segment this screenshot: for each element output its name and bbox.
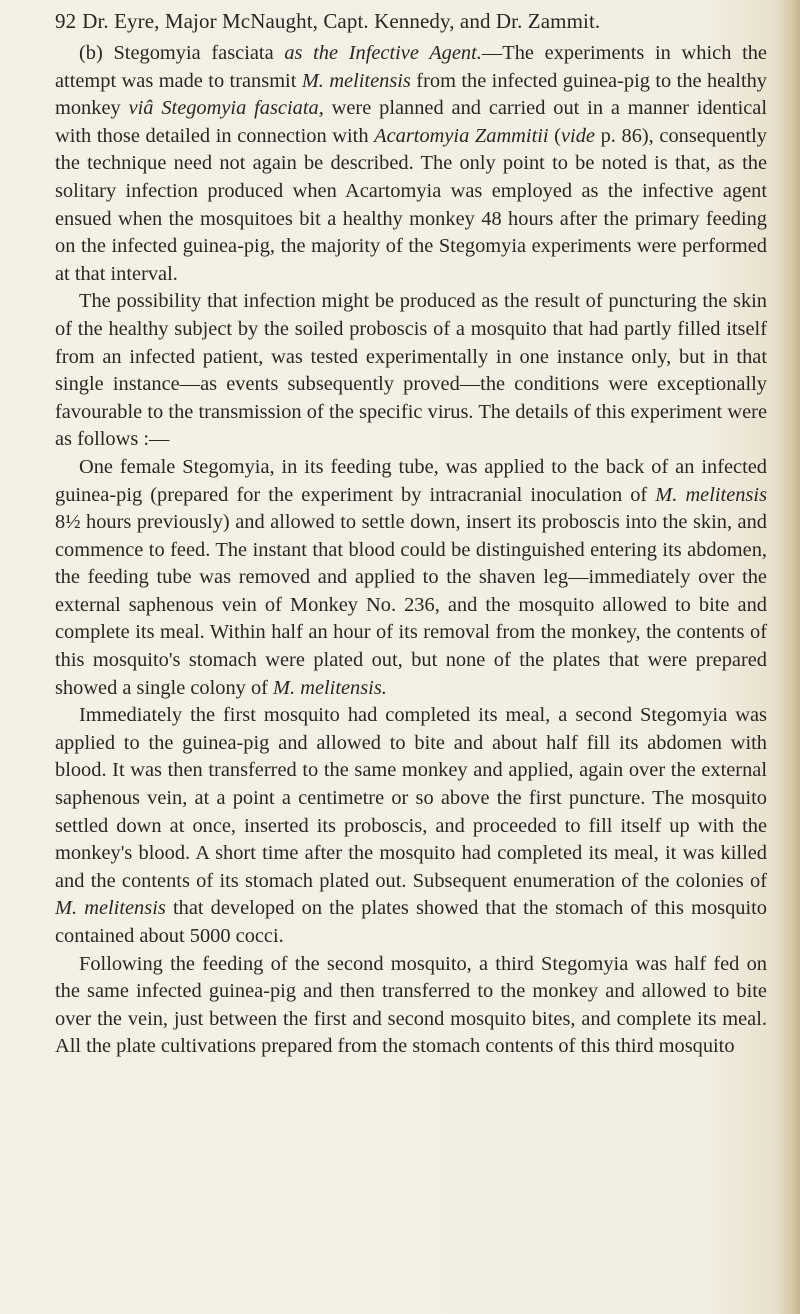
paragraph-4: Immediately the first mosquito had completed its meal, a second Stegomyia was applied to the guinea-pig and allowed to bite and about half fill its abdomen with blood. It was then transferred to the same monkey and applied, again over the external saphenous vein, at a point a centimetre or so above the first puncture. The mosquito settled down at once, inserted its proboscis, and proceeded to fill itself up with the monkey's blood. A short time after the mosquito had completed its meal, it was killed and the contents of its stomach plated out. Subsequent enumeration of the colonies of M. melitensis that developed on the plates showed that the stomach of this mosquito contained about 5000 cocci. bbox=[55, 704, 767, 947]
paragraph-5: Following the feeding of the second mosquito, a third Stegomyia was half fed on the same infected guinea-pig and then transferred to the monkey and allowed to bite over the vein, just between the first and second mosquito bites, and complete its meal. All the plate cultivations prepared from the stomach contents of this third mosquito bbox=[55, 952, 767, 1058]
paragraph-3: One female Stegomyia, in its feeding tube, was applied to the back of an infected guinea-pig (prepared for the experiment by intracranial inoculation of M. melitensis 8½ hours previously) and allowed to settle down, insert its proboscis into the skin, and commence to feed. The instant that blood could be distinguished entering its abdomen, the feeding tube was removed and applied to the shaven leg—immediately over the external saphenous vein of Monkey No. 236, and the mosquito allowed to bite and complete its meal. Within half an hour of its removal from the monkey, the contents of this mosquito's stomach were plated out, but none of the plates that were prepared showed a single colony of M. melitensis. bbox=[55, 455, 768, 699]
page-gutter-shadow bbox=[778, 0, 800, 1314]
page-number: 92 bbox=[55, 9, 77, 33]
running-header bbox=[55, 6, 767, 36]
paragraph-1: (b) Stegomyia fasciata as the Infective Agent.—The experiments in which the attempt was made to transmit M. melitensis from the infected guinea-pig to the healthy monkey viâ Stegomyia fasciata, were planned and carried out in a manner identical with those detailed in connection with Acartomyia Zammitii (vide p. 86), consequently the technique need not again be described. The only point to be noted is that, as the solitary infection produced when Acartomyia was employed as the infective agent ensued when the mosquitoes bit a healthy monkey 48 hours after the primary feeding on the infected guinea-pig, the majority of the Stegomyia experiments were performed at that interval. bbox=[55, 42, 768, 285]
running-header-authors: Dr. Eyre, Major McNaught, Capt. Kennedy, and Dr. Zammit. bbox=[82, 9, 601, 33]
paragraph-2: The possibility that infection might be produced as the result of puncturing the skin of the healthy subject by the soiled proboscis of a mosquito that had partly filled itself from an infected patient, was tested experimentally in one instance only, but in that single instance—as events subsequently proved—the conditions were exceptionally favourable to the transmission of the specific virus. The details of this experiment were as follows :— bbox=[55, 290, 767, 451]
page-text bbox=[55, 6, 767, 1061]
